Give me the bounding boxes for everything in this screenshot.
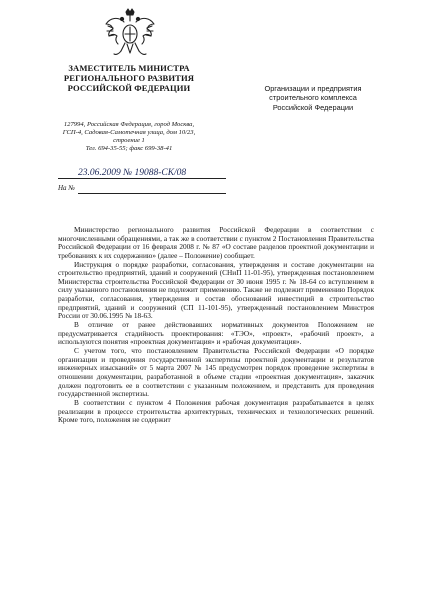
body-paragraph: С учетом того, что постановлением Правительства Российской Федерации «О порядке организации и проведения государственной экспертизы проектной документации и результатов инженерных изысканий» от 5 марта 2007 № 145 предусмотрен порядок проведение экспертизы в отношении документации, разработанной в объеме стадии «проектная документация», заказчик должен подготовить ее в соответствии с указанным положением, и представить для проведения государственной экспертизы. bbox=[58, 346, 374, 399]
reply-number-underline bbox=[78, 193, 226, 194]
recipient-line: строительного комплекса bbox=[269, 93, 357, 103]
recipient-line: Организации и предприятия bbox=[264, 84, 362, 93]
address-line: строение 1 bbox=[113, 137, 145, 144]
registration-date-row bbox=[56, 168, 226, 182]
body-paragraph: Инструкция о порядке разработки, согласования, утверждения и составе документации на строительство предприятий, зданий и сооружений (СНиП 11-01-95), утвержденная постановлением Министерства строительства Российской Федерации от 30 июня 1995 г. № 18-64 со вступлением в силу указанного постановления не подлежит применению. Также не подлежит применению Порядок разработки, согласования, утверждения и состав обоснований инвестиций в строительство предприятий, зданий и сооружений (СП 11-101-95), утвержденный постановлением Минстроя России от 30.06.1995 № 18-63. bbox=[58, 259, 374, 321]
sender-title-line: РЕГИОНАЛЬНОГО РАЗВИТИЯ bbox=[63, 73, 195, 83]
handwritten-date-number: 23.06.2009 № 19088-СК/08 bbox=[78, 168, 187, 178]
address-line: 127994, Российская Федерация, город Москва, bbox=[63, 121, 195, 128]
sender-title-line: ЗАМЕСТИТЕЛЬ МИНИСТРА bbox=[68, 63, 190, 73]
sender-address bbox=[58, 121, 200, 153]
letter-body bbox=[58, 226, 374, 425]
body-paragraph: В соответствии с пунктом 4 Положения рабочая документация разрабатывается в целях реализации в процессе строительства архитектурных, технических и технологических решений. Кроме того, положения не содержит bbox=[58, 398, 374, 425]
reply-number-row bbox=[56, 184, 226, 196]
body-paragraph: Министерство регионального развития Российской Федерации в соответствии с многочисленными обращениями, а так же в соответствии с пунктом 2 Постановления Правительства Российской Федерации от 16 февраля 2008 г. № 87 «О составе разделов проектной документации и требованиях к их содержанию» (далее – Положение) сообщает. bbox=[58, 225, 374, 260]
sender-title-line: РОССИЙСКОЙ ФЕДЕРАЦИИ bbox=[67, 83, 191, 93]
body-paragraph: В отличие от ранее действовавших нормативных документов Положением не предусматривается стадийность проектирования: «ТЭО», «проект», «рабочий проект», а используются понятия «проектная документация» и «рабочая документация». bbox=[58, 320, 374, 347]
double-headed-eagle-emblem bbox=[102, 6, 158, 60]
sender-header bbox=[58, 63, 200, 93]
recipient-block bbox=[238, 84, 388, 112]
date-underline bbox=[58, 178, 226, 179]
reply-number-label: На № bbox=[58, 184, 75, 192]
recipient-line: Российской Федерации bbox=[272, 102, 354, 112]
address-line: Тел. 694-35-55; факс 699-38-41 bbox=[85, 145, 173, 152]
address-line: ГСП-4, Садовая-Самотечная улица, дом 10/23, bbox=[62, 129, 196, 136]
